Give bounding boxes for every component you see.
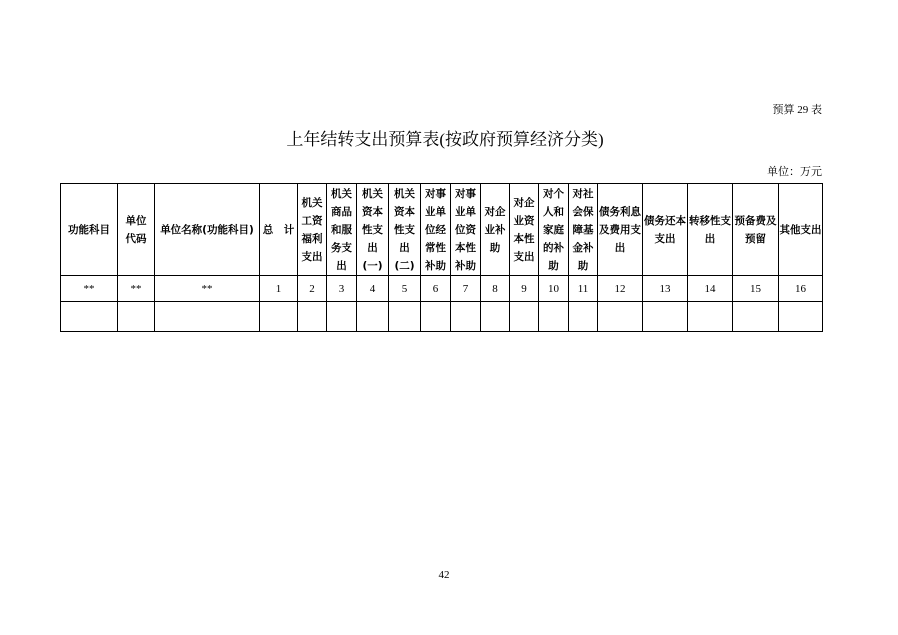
empty-cell	[688, 302, 733, 332]
index-cell: **	[118, 276, 155, 302]
table-index-row	[61, 276, 823, 302]
table-number: 预算 29 表	[772, 104, 822, 116]
column-header-goods-services: 机关 商品 和服 务支 出	[327, 184, 357, 276]
index-cell: 7	[451, 276, 481, 302]
index-cell: 4	[357, 276, 389, 302]
empty-cell	[481, 302, 510, 332]
column-header-debt-repayment: 债务还本 支出	[643, 184, 688, 276]
empty-cell	[569, 302, 598, 332]
index-cell: 3	[327, 276, 357, 302]
column-header-wages-welfare: 机关 工资 福利 支出	[298, 184, 327, 276]
column-header-household-subsidy: 对个 人和 家庭 的补 助	[539, 184, 569, 276]
index-cell: 10	[539, 276, 569, 302]
empty-cell	[298, 302, 327, 332]
empty-cell	[421, 302, 451, 332]
empty-cell	[510, 302, 539, 332]
table-header-row	[61, 184, 823, 276]
page-title: 上年结转支出预算表(按政府预算经济分类)	[286, 130, 604, 149]
column-header-unit-name: 单位名称(功能科目)	[155, 184, 260, 276]
unit-label: 单位：万元	[767, 166, 822, 178]
column-header-institution-recurrent-subsidy: 对事 业单 位经 常性 补助	[421, 184, 451, 276]
index-cell: 13	[643, 276, 688, 302]
empty-cell	[327, 302, 357, 332]
empty-cell	[155, 302, 260, 332]
index-cell: 9	[510, 276, 539, 302]
column-header-capital-expenditure-2: 机关 资本 性支 出 (二)	[389, 184, 421, 276]
empty-cell	[779, 302, 823, 332]
column-header-unit-code: 单位 代码	[118, 184, 155, 276]
column-header-institution-capital-subsidy: 对事 业单 位资 本性 补助	[451, 184, 481, 276]
column-header-function-subject: 功能科目	[61, 184, 118, 276]
index-cell: **	[155, 276, 260, 302]
index-cell: 8	[481, 276, 510, 302]
column-header-enterprise-subsidy: 对企 业补 助	[481, 184, 510, 276]
index-cell: 1	[260, 276, 298, 302]
empty-cell	[389, 302, 421, 332]
empty-cell	[733, 302, 779, 332]
index-cell: 16	[779, 276, 823, 302]
index-cell: 14	[688, 276, 733, 302]
table-empty-row	[61, 302, 823, 332]
empty-cell	[539, 302, 569, 332]
column-header-capital-expenditure-1: 机关 资本 性支 出 (一)	[357, 184, 389, 276]
empty-cell	[451, 302, 481, 332]
column-header-debt-interest: 债务利息 及费用支 出	[598, 184, 643, 276]
empty-cell	[118, 302, 155, 332]
index-cell: 6	[421, 276, 451, 302]
index-cell: 11	[569, 276, 598, 302]
column-header-total: 总 计	[260, 184, 298, 276]
index-cell: 2	[298, 276, 327, 302]
index-cell: 15	[733, 276, 779, 302]
index-cell: **	[61, 276, 118, 302]
index-cell: 12	[598, 276, 643, 302]
empty-cell	[598, 302, 643, 332]
column-header-enterprise-capital-expenditure: 对企 业资 本性 支出	[510, 184, 539, 276]
column-header-other-expenditure: 其他支出	[779, 184, 823, 276]
empty-cell	[260, 302, 298, 332]
budget-table	[60, 183, 823, 332]
column-header-social-security-fund-subsidy: 对社 会保 障基 金补 助	[569, 184, 598, 276]
column-header-reserve: 预备费及 预留	[733, 184, 779, 276]
empty-cell	[357, 302, 389, 332]
index-cell: 5	[389, 276, 421, 302]
empty-cell	[61, 302, 118, 332]
empty-cell	[643, 302, 688, 332]
page-number: 42	[438, 569, 450, 581]
column-header-transfer-expenditure: 转移性支 出	[688, 184, 733, 276]
